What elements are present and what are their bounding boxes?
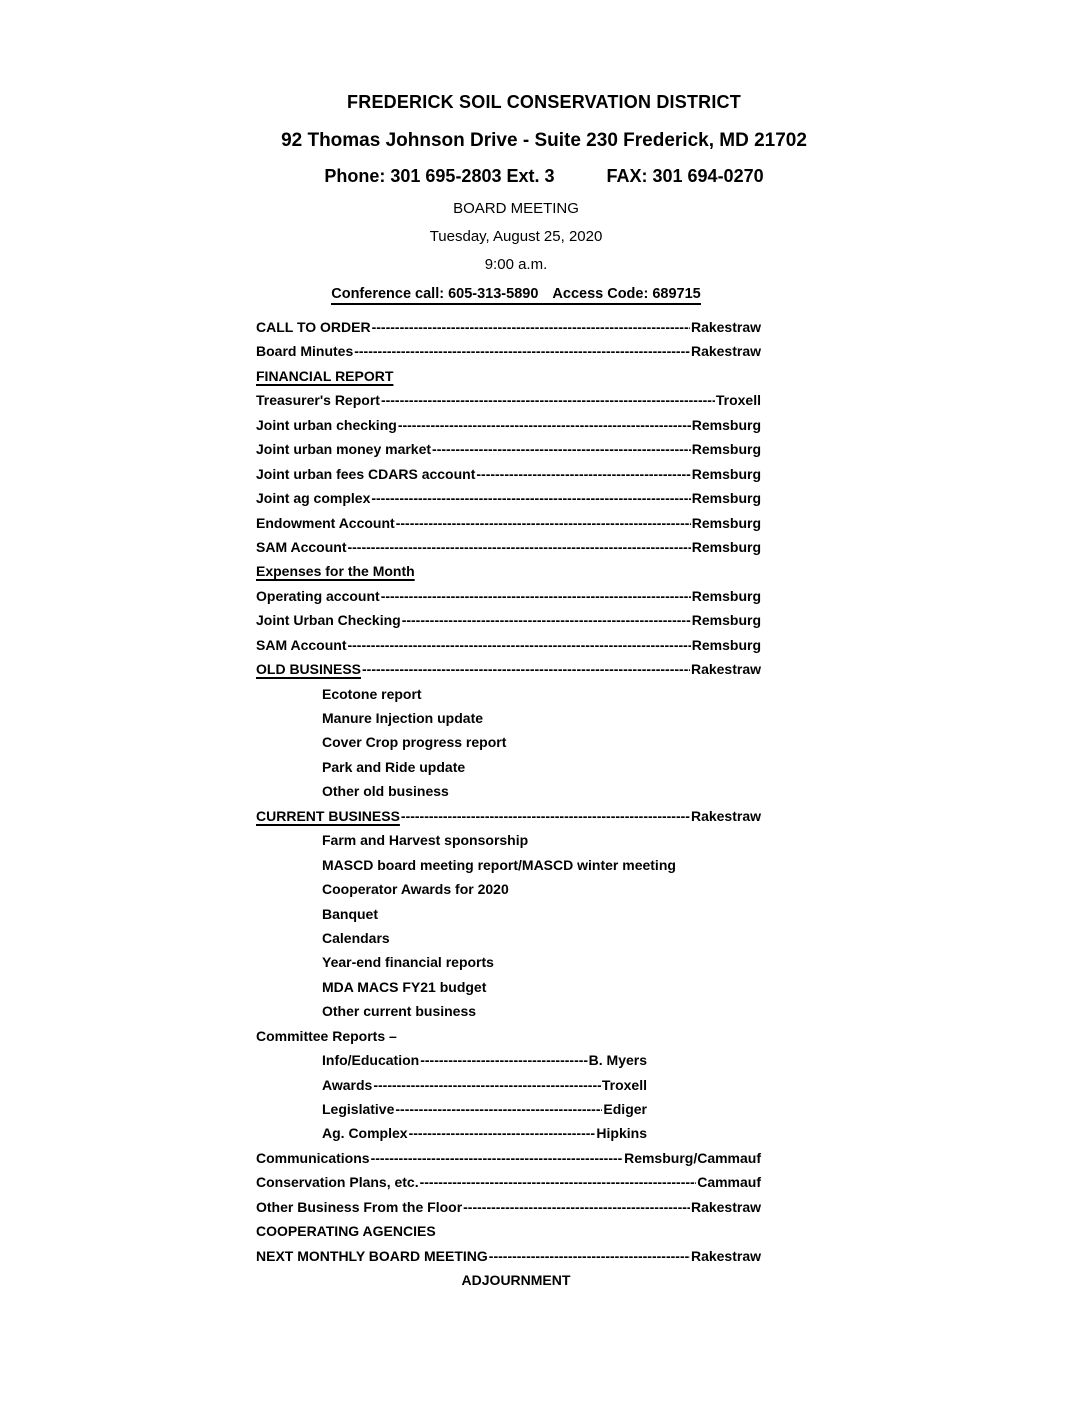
dash-leader xyxy=(398,413,691,437)
agenda-item-presenter: Rakestraw xyxy=(690,807,761,824)
agenda-item-label: ADJOURNMENT xyxy=(461,1272,571,1289)
agenda-row xyxy=(256,339,761,363)
agenda-row xyxy=(256,1195,761,1219)
agenda-row xyxy=(256,1146,761,1170)
agenda-item-label: Manure Injection update xyxy=(322,710,484,726)
dash-leader xyxy=(401,804,690,828)
agenda-row xyxy=(322,1073,647,1097)
agenda-item-label: Communications xyxy=(256,1149,370,1166)
agenda-item-presenter: Remsburg xyxy=(691,636,761,653)
agenda-item-presenter: Troxell xyxy=(601,1076,647,1093)
agenda-row xyxy=(322,999,647,1023)
agenda-item-presenter: Remsburg xyxy=(691,465,761,482)
agenda-item-presenter: Troxell xyxy=(715,392,761,409)
dash-leader xyxy=(371,1146,624,1170)
dash-leader xyxy=(489,1244,690,1268)
dash-leader xyxy=(381,388,715,412)
meeting-date: Tuesday, August 25, 2020 xyxy=(429,228,603,245)
dash-leader xyxy=(476,462,690,486)
agenda-item-label: Farm and Harvest sponsorship xyxy=(322,832,529,849)
agenda-row xyxy=(256,413,761,437)
agenda-row xyxy=(256,315,761,339)
agenda-item-presenter: Rakestraw xyxy=(690,1247,761,1264)
agenda-row xyxy=(256,584,761,608)
conference-call-number: Conference call: 605-313-5890 xyxy=(331,286,539,302)
conference-call-line xyxy=(256,286,776,305)
dash-leader xyxy=(463,1195,690,1219)
agenda-row xyxy=(322,828,647,852)
agenda-item-presenter: Remsburg xyxy=(691,416,761,433)
agenda-row xyxy=(322,853,676,877)
document-header xyxy=(0,0,1088,187)
phone-number: Phone: 301 695-2803 Ext. 3 xyxy=(324,166,555,186)
dash-leader xyxy=(396,511,691,535)
agenda-row xyxy=(322,779,647,803)
agenda-row xyxy=(256,608,761,632)
agenda-item-label: MASCD board meeting report/MASCD winter meeting xyxy=(322,856,676,873)
agenda-item-label: Other current business xyxy=(322,1003,477,1020)
meeting-type: BOARD MEETING xyxy=(453,200,579,217)
agenda-row xyxy=(256,633,761,657)
agenda-row xyxy=(256,1219,761,1243)
agenda-row xyxy=(256,1024,761,1048)
agenda-item-presenter: B. Myers xyxy=(588,1052,647,1069)
agenda-row xyxy=(322,926,647,950)
agenda-row xyxy=(256,437,761,461)
agenda-row xyxy=(322,682,647,706)
agenda-item-label: Other old business xyxy=(322,783,449,800)
agenda-item-presenter: Remsburg xyxy=(691,514,761,531)
agenda-row xyxy=(322,902,647,926)
agenda-item-label: Info/Education xyxy=(322,1052,420,1069)
agenda-item-label: COOPERATING AGENCIES xyxy=(256,1223,436,1240)
agenda-row xyxy=(322,950,647,974)
agenda-row xyxy=(322,877,647,901)
agenda-item-presenter: Remsburg xyxy=(691,441,761,458)
agenda-item-presenter: Cammauf xyxy=(697,1174,761,1191)
agenda-row xyxy=(322,706,647,730)
organization-name: FREDERICK SOIL CONSERVATION DISTRICT xyxy=(347,92,741,112)
agenda-item-label: MDA MACS FY21 budget xyxy=(322,978,487,995)
agenda-item-label: Joint urban checking xyxy=(256,416,397,433)
dash-leader xyxy=(432,437,691,461)
agenda-item-label: Operating account xyxy=(256,587,380,604)
dash-leader xyxy=(347,633,690,657)
dash-leader xyxy=(372,315,690,339)
agenda-row xyxy=(256,535,761,559)
agenda-row xyxy=(256,804,761,828)
agenda-item-label: Joint urban money market xyxy=(256,441,432,458)
agenda-item-label: NEXT MONTHLY BOARD MEETING xyxy=(256,1247,488,1264)
agenda-row xyxy=(322,1097,647,1121)
dash-leader xyxy=(354,339,690,363)
agenda-list xyxy=(0,315,1088,1293)
agenda-row xyxy=(256,559,761,583)
agenda-item-label: Ecotone report xyxy=(322,685,422,702)
agenda-item-label: Year-end financial reports xyxy=(322,954,494,971)
agenda-row xyxy=(256,511,761,535)
agenda-item-presenter: Remsburg xyxy=(691,490,761,507)
agenda-item-label: Legislative xyxy=(322,1101,395,1117)
agenda-item-presenter: Rakestraw xyxy=(690,343,761,360)
agenda-item-presenter: Remsburg/Cammauf xyxy=(624,1149,761,1166)
agenda-item-label: Other Business From the Floor xyxy=(256,1198,463,1215)
meeting-info xyxy=(256,200,776,305)
agenda-item-label: Calendars xyxy=(322,929,390,946)
agenda-row xyxy=(322,755,647,779)
agenda-row xyxy=(256,1244,761,1268)
agenda-row xyxy=(322,1121,647,1145)
access-code: Access Code: 689715 xyxy=(552,286,701,302)
dash-leader xyxy=(420,1048,587,1072)
agenda-item-label: Park and Ride update xyxy=(322,758,466,775)
agenda-item-label: SAM Account xyxy=(256,538,347,555)
agenda-item-label: Committee Reports – xyxy=(256,1027,397,1044)
agenda-row xyxy=(256,462,761,486)
agenda-item-presenter: Remsburg xyxy=(691,612,761,629)
agenda-item-label: Treasurer's Report xyxy=(256,392,380,409)
agenda-item-presenter: Rakestraw xyxy=(690,1198,761,1215)
agenda-item-presenter: Rakestraw xyxy=(690,661,761,678)
agenda-item-label: OLD BUSINESS xyxy=(256,661,362,678)
agenda-item-label: Banquet xyxy=(322,905,378,922)
organization-address: 92 Thomas Johnson Drive - Suite 230 Frederick, MD 21702 xyxy=(281,130,807,151)
contact-line xyxy=(0,166,1088,187)
agenda-item-label: FINANCIAL REPORT xyxy=(256,367,394,384)
adjournment-row xyxy=(256,1268,776,1292)
fax-number: FAX: 301 694-0270 xyxy=(606,166,764,186)
agenda-item-label: Board Minutes xyxy=(256,343,354,360)
agenda-item-label: CALL TO ORDER xyxy=(256,319,371,335)
agenda-item-label: Endowment Account xyxy=(256,514,395,531)
dash-leader xyxy=(395,1097,602,1121)
dash-leader xyxy=(420,1170,697,1194)
agenda-item-label: Cooperator Awards for 2020 xyxy=(322,881,509,898)
agenda-item-label: Joint Urban Checking xyxy=(256,612,401,629)
agenda-row xyxy=(322,975,647,999)
agenda-item-label: SAM Account xyxy=(256,636,347,653)
agenda-item-label: Expenses for the Month xyxy=(256,563,415,580)
agenda-row xyxy=(322,1048,647,1072)
meeting-time: 9:00 a.m. xyxy=(484,256,548,273)
dash-leader xyxy=(371,486,690,510)
agenda-item-presenter: Remsburg xyxy=(691,538,761,555)
dash-leader xyxy=(347,535,690,559)
agenda-item-label: Cover Crop progress report xyxy=(322,734,507,751)
dash-leader xyxy=(402,608,691,632)
agenda-item-label: CURRENT BUSINESS xyxy=(256,807,400,824)
agenda-item-label: Conservation Plans, etc. xyxy=(256,1174,419,1191)
agenda-item-presenter: Remsburg xyxy=(691,587,761,604)
dash-leader xyxy=(409,1121,596,1145)
agenda-row xyxy=(256,364,761,388)
dash-leader xyxy=(362,657,690,681)
dash-leader xyxy=(381,584,691,608)
conference-call-underline xyxy=(331,286,700,305)
agenda-row xyxy=(256,1170,761,1194)
agenda-item-label: Joint urban fees CDARS account xyxy=(256,465,476,482)
agenda-item-label: Joint ag complex xyxy=(256,490,371,507)
agenda-row xyxy=(256,388,761,412)
agenda-item-presenter: Hipkins xyxy=(596,1125,647,1142)
agenda-row xyxy=(256,486,761,510)
agenda-item-label: Awards xyxy=(322,1076,373,1093)
agenda-item-presenter: Ediger xyxy=(603,1101,647,1117)
dash-leader xyxy=(373,1073,601,1097)
agenda-item-presenter: Rakestraw xyxy=(690,319,761,335)
agenda-item-label: Ag. Complex xyxy=(322,1125,408,1142)
agenda-row xyxy=(256,657,761,681)
agenda-row xyxy=(322,730,647,754)
